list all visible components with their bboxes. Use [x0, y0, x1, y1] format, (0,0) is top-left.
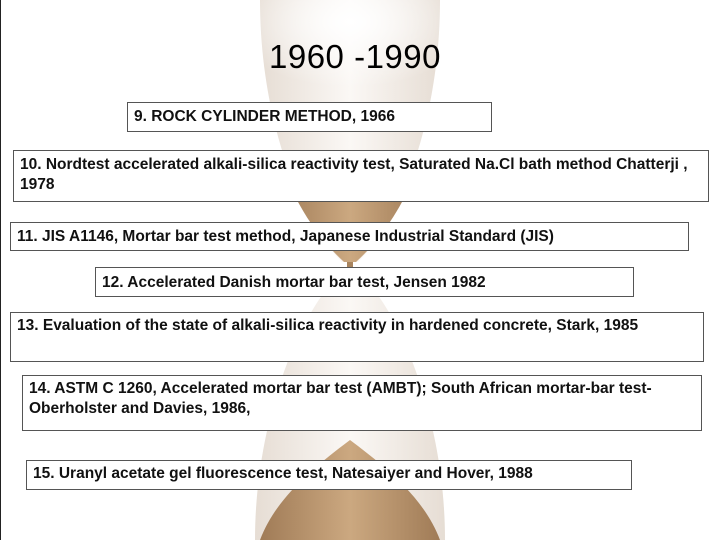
slide-left-border — [0, 0, 1, 540]
list-item-14: 14. ASTM C 1260, Accelerated mortar bar test (AMBT); South African mortar-bar test- Oberholster and Davies, 1986, — [22, 375, 702, 431]
list-item-12: 12. Accelerated Danish mortar bar test, Jensen 1982 — [95, 267, 634, 297]
list-item-9: 9. ROCK CYLINDER METHOD, 1966 — [127, 102, 492, 132]
list-item-13: 13. Evaluation of the state of alkali-silica reactivity in hardened concrete, Stark, 1985 — [10, 312, 704, 362]
list-item-11: 11. JIS A1146, Mortar bar test method, Japanese Industrial Standard (JIS) — [10, 222, 689, 251]
slide-title: 1960 -1990 — [269, 38, 441, 75]
list-item-10: 10. Nordtest accelerated alkali-silica reactivity test, Saturated Na.Cl bath method Chatterji , 1978 — [13, 150, 709, 202]
list-item-15: 15. Uranyl acetate gel fluorescence test, Natesaiyer and Hover, 1988 — [26, 460, 632, 490]
